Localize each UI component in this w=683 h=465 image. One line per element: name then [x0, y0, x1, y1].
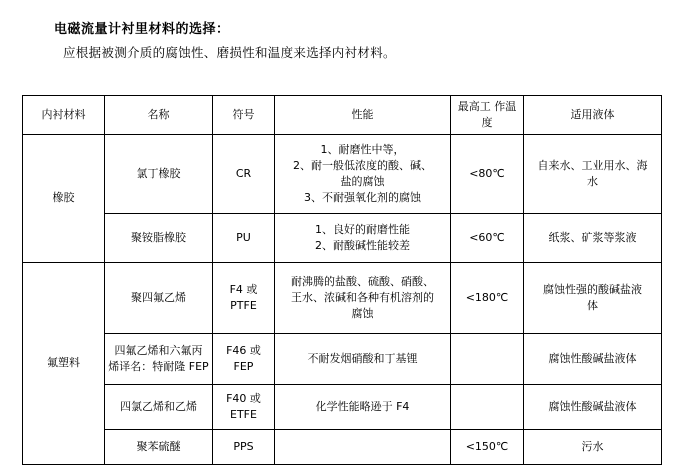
performance-line: 盐的腐蚀 — [340, 174, 385, 188]
material-max-temperature: <80℃ — [451, 134, 524, 213]
liquid-line: 自来水、工业用水、海 — [537, 158, 648, 172]
material-symbol — [213, 262, 275, 333]
material-applicable-liquid — [524, 134, 662, 213]
material-name: 聚苯硫醚 — [105, 429, 213, 464]
header-applicable-liquid: 适用液体 — [524, 96, 662, 135]
performance-line: 3、不耐强氧化剂的腐蚀 — [304, 190, 421, 204]
performance-line: 1、耐磨性中等， — [320, 143, 405, 156]
table-row — [23, 213, 662, 262]
performance-line: 1、良好的耐磨性能 — [315, 222, 410, 236]
lining-material-table — [22, 95, 662, 465]
material-symbol: CR — [213, 134, 275, 213]
table-row — [23, 333, 662, 384]
material-applicable-liquid: 腐蚀性酸碱盐液体 — [524, 333, 662, 384]
material-performance: 化学性能略逊于 F4 — [275, 384, 451, 429]
material-name: 四氯乙烯和乙烯 — [105, 384, 213, 429]
material-symbol: PU — [213, 213, 275, 262]
material-symbol — [213, 333, 275, 384]
material-applicable-liquid — [524, 262, 662, 333]
table-row — [23, 134, 662, 213]
symbol-line: F46 或 — [226, 343, 261, 357]
material-max-temperature: <180℃ — [451, 262, 524, 333]
material-applicable-liquid: 污水 — [524, 429, 662, 464]
material-max-temperature — [451, 333, 524, 384]
material-max-temperature — [451, 384, 524, 429]
symbol-line: FEP — [233, 359, 254, 373]
material-performance — [275, 262, 451, 333]
table-header-row — [23, 96, 662, 135]
performance-line: 2、耐酸碱性能较差 — [315, 238, 410, 252]
category-rubber: 橡胶 — [23, 134, 105, 262]
table-row — [23, 384, 662, 429]
performance-line: 王水、浓碱和各种有机溶剂的 — [291, 290, 434, 304]
liquid-line: 体 — [587, 298, 598, 312]
material-applicable-liquid: 腐蚀性酸碱盐液体 — [524, 384, 662, 429]
performance-line: 耐沸腾的盐酸、硫酸、硝酸、 — [291, 274, 434, 288]
page-subtitle: 应根据被测介质的腐蚀性、磨损性和温度来选择内衬材料。 — [63, 45, 396, 60]
category-fluoroplastic: 氟塑料 — [23, 262, 105, 464]
symbol-line: F40 或 — [226, 391, 261, 405]
performance-line: 腐蚀 — [351, 306, 374, 320]
material-name — [105, 333, 213, 384]
header-max-temperature-line1: 最高工 — [457, 100, 491, 113]
liquid-line: 水 — [587, 174, 598, 188]
header-performance: 性能 — [275, 96, 451, 135]
symbol-line: F4 或 — [229, 282, 258, 296]
material-performance — [275, 429, 451, 464]
name-line: 烯译名：特耐隆 FEP — [108, 359, 209, 373]
symbol-line: ETFE — [230, 407, 257, 421]
name-line: 四氟乙烯和六氟丙 — [114, 343, 203, 357]
material-performance — [275, 213, 451, 262]
material-max-temperature: <60℃ — [451, 213, 524, 262]
material-symbol: PPS — [213, 429, 275, 464]
header-symbol: 符号 — [213, 96, 275, 135]
material-name: 聚铵脂橡胶 — [105, 213, 213, 262]
material-name: 氯丁橡胶 — [105, 134, 213, 213]
header-name: 名称 — [105, 96, 213, 135]
liquid-line: 腐蚀性强的酸碱盐液 — [543, 282, 642, 296]
table-row — [23, 429, 662, 464]
material-max-temperature: <150℃ — [451, 429, 524, 464]
material-name: 聚四氟乙烯 — [105, 262, 213, 333]
page-title: 电磁流量计衬里材料的选择： — [54, 22, 230, 37]
header-max-temperature — [451, 96, 524, 135]
header-max-temperature-line2: 作温度 — [481, 100, 517, 129]
material-applicable-liquid: 纸浆、矿浆等浆液 — [524, 213, 662, 262]
symbol-line: PTFE — [230, 298, 257, 312]
material-performance: 不耐发烟硝酸和丁基锂 — [275, 333, 451, 384]
header-lining-material: 内衬材料 — [23, 96, 105, 135]
material-symbol — [213, 384, 275, 429]
performance-line: 2、耐一般低浓度的酸、碱、 — [293, 158, 432, 172]
table-row — [23, 262, 662, 333]
material-performance — [275, 134, 451, 213]
